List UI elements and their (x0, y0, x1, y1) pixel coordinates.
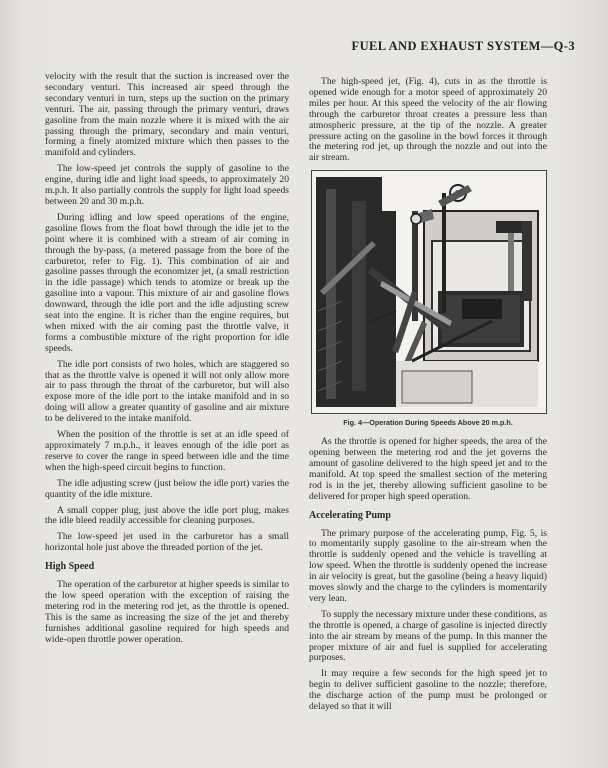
paragraph: A small copper plug, just above the idle port plug, makes the idle bleed readily accessible for cleaning purposes. (45, 504, 289, 527)
paragraph: The low-speed jet used in the carburetor has a small horizontal hole just above the threaded portion of the jet. (45, 531, 289, 554)
carburetor-cutaway-illustration (312, 171, 546, 413)
page-header: FUEL AND EXHAUST SYSTEM—Q-3 (351, 39, 575, 53)
paragraph: The high-speed jet, (Fig. 4), cuts in as the throttle is opened wide enough for a motor speed of approximately 20 miles per hour. At this speed the velocity of the air flowing through the carburetor throat creates a pressure less than atmospheric pressure, at the tip of the nozzle. A greater pressure acting on the gasoline in the bowl forces it through the metering rod jet, up through the nozzle and out into the air stream. (309, 76, 547, 164)
paragraph: The idle adjusting screw (just below the idle port) varies the quantity of the idle mixture. (45, 477, 289, 500)
section-heading: High Speed (45, 561, 95, 573)
paragraph: The low-speed jet controls the supply of gasoline to the engine, during idle and light load speeds, to approximately 20 m.p.h. It also partially controls the supply for light load speeds between 20 and 30 m.p.h. (45, 163, 289, 207)
paragraph: The primary purpose of the accelerating pump, Fig. 5, is to momentarily supply gasoline to the air-stream when the throttle is suddenly opened and the vehicle is travelling at low speed. When the throttle is suddenly opened the increase in air velocity is great, but the gasoline (being a heavy liquid) moves slowly and the charge to the cylinders is momentarily very lean. (309, 527, 547, 604)
paragraph: To supply the necessary mixture under these conditions, as the throttle is opened, a charge of gasoline is injected directly into the air stream by means of the pump. In this manner the proper mixture of air and fuel is supplied for accelerating purposes. (309, 608, 547, 664)
figure-caption: Fig. 4—Operation During Speeds Above 20 m.p.h. (343, 418, 513, 428)
paragraph: It may require a few seconds for the high speed jet to begin to deliver sufficient gasoline to the nozzle; therefore, the discharge action of the pump must be prolonged or delayed so that it will (309, 668, 547, 713)
paragraph: The operation of the carburetor at higher speeds is similar to the low speed operation with the exception of raising the metering rod in the metering rod jet, as the throttle is opened. This is the same as increasing the size of the jet and thereby furnishes additional gasoline required for high speeds and wide-open throttle power operation. (45, 579, 289, 645)
left-column (45, 72, 289, 651)
right-column (309, 77, 547, 718)
paragraph: As the throttle is opened for higher speeds, the area of the opening between the metering rod and the jet governs the amount of gasoline delivered to the high speed jet and to the manifold. At top speed the smallest section of the metering rod is in the jet, thereby allowing sufficient gasoline to be delivered for proper high speed operation. (309, 436, 547, 502)
carburetor-diagram (311, 170, 547, 414)
paragraph: When the position of the throttle is set at an idle speed of approximately 7 m.p.h., it leaves enough of the idle port as reserve to cover the range in speed between idle and the time when the high-speed circuit begins to function. (45, 429, 289, 473)
paragraph: During idling and low speed operations of the engine, gasoline flows from the float bowl through the idle jet to the point where it is combined with a stream of air coming in through the by-pass, (a metered passage from the bore of the carburetor, refer to Fig. 1). This combination of air and gasoline passes through the economizer jet, (a small restriction in the idle passage) which tends to atomize or break up the gasoline into a vapour. This mixture of air and gasoline flows downward, through the idle port and the idle adjusting screw seat into the engine. It is richer than the engine requires, but when mixed with the air coming past the throttle valve, it forms a combustible mixture of the right proportion for idle speeds. (45, 211, 289, 354)
paragraph: velocity with the result that the suction is increased over the secondary venturi. This increased air speed through the secondary venturi in turn, steps up the suction on the primary venturi. The air, passing through the primary venturi, draws gasoline from the main nozzle where it is mixed with the air passing through the primary, secondary and main venturi, forming a finely atomized mixture which then passes to the manifold and cylinders. (45, 71, 289, 159)
section-heading: Accelerating Pump (309, 509, 391, 521)
paragraph: The idle port consists of two holes, which are staggered so that as the throttle valve is opened it will not only allow more air to pass through the throat of the carburetor, but will also expose more of the idle port to the intake manifold and in so doing will allow a greater quantity of gasoline and air mixture to be delivered to the intake manifold. (45, 358, 289, 425)
